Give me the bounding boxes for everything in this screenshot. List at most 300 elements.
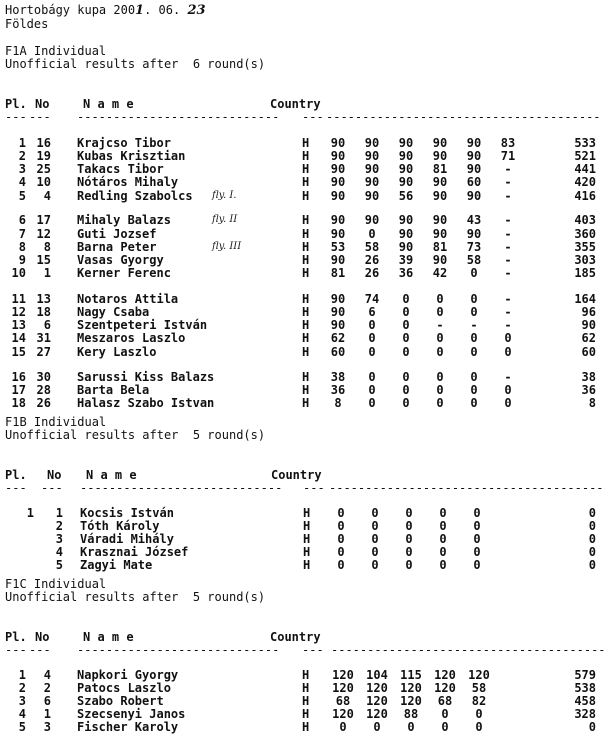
place-value: 2: [18, 681, 26, 695]
place-value: 11: [11, 292, 26, 306]
round-score: 26: [364, 266, 380, 280]
round-score: 120: [332, 707, 354, 721]
round-score: 0: [337, 519, 345, 533]
round-score: 90: [432, 213, 448, 227]
separator-line: --------------------------------------: [329, 481, 604, 495]
competitor-name: Krasznai József: [80, 545, 189, 559]
country-code: H: [302, 175, 310, 189]
round-score: 81: [432, 240, 448, 254]
competitor-number: 19: [36, 149, 51, 163]
competitor-name: Patocs Laszlo: [77, 681, 171, 695]
competitor-name: Szentpeteri István: [77, 318, 208, 332]
round-score: 0: [470, 292, 478, 306]
round-score: -: [436, 318, 444, 332]
round-score: 90: [330, 305, 346, 319]
round-score: 90: [330, 253, 346, 267]
total-score: 0: [588, 545, 596, 559]
round-score: 0: [402, 292, 410, 306]
col-header-name: N a m e: [83, 97, 134, 111]
round-score: 81: [330, 266, 346, 280]
round-score: 0: [402, 331, 410, 345]
total-score: 38: [581, 370, 596, 384]
round-score: 90: [398, 227, 414, 241]
round-score: 90: [466, 189, 482, 203]
round-score: 0: [504, 331, 512, 345]
col-header-name: N a m e: [86, 468, 137, 482]
round-score: -: [470, 318, 478, 332]
round-score: 0: [470, 331, 478, 345]
round-score: 90: [330, 292, 346, 306]
separator-line: ---: [303, 481, 325, 495]
round-score: 120: [366, 694, 388, 708]
separator-line: ---: [29, 110, 51, 124]
round-score: 0: [402, 305, 410, 319]
round-score: 71: [500, 149, 516, 163]
competitor-number: 12: [36, 227, 51, 241]
round-score: 90: [330, 213, 346, 227]
country-code: H: [302, 720, 310, 734]
round-score: 0: [337, 545, 345, 559]
total-score: 458: [574, 694, 596, 708]
round-score: -: [504, 266, 512, 280]
place-value: 4: [18, 175, 26, 189]
round-score: 0: [470, 396, 478, 410]
round-score: 0: [402, 396, 410, 410]
competitor-number: 25: [36, 162, 51, 176]
place-value: 7: [18, 227, 26, 241]
round-score: 56: [398, 189, 414, 203]
total-score: 303: [574, 253, 596, 267]
competitor-number: 1: [55, 506, 63, 520]
round-score: 58: [364, 240, 380, 254]
place-value: 1: [18, 136, 26, 150]
round-score: 0: [371, 545, 379, 559]
competitor-name: Mihaly Balazs: [77, 213, 171, 227]
competitor-number: 1: [43, 707, 51, 721]
round-score: 0: [504, 383, 512, 397]
round-score: 90: [432, 227, 448, 241]
competitor-number: 8: [43, 240, 51, 254]
section-subtitle: Unofficial results after 6 round(s): [5, 57, 266, 71]
round-score: 36: [398, 266, 414, 280]
competitor-number: 13: [36, 292, 51, 306]
place-value: 6: [18, 213, 26, 227]
round-score: 0: [470, 345, 478, 359]
round-score: 90: [330, 136, 346, 150]
round-score: 90: [330, 149, 346, 163]
round-score: 90: [398, 162, 414, 176]
section-title: F1C Individual: [5, 577, 107, 591]
round-score: 0: [436, 345, 444, 359]
round-score: 90: [432, 149, 448, 163]
competitor-name: Váradi Mihály: [80, 532, 174, 546]
country-code: H: [302, 668, 310, 682]
round-score: 0: [368, 331, 376, 345]
total-score: 328: [574, 707, 596, 721]
round-score: -: [504, 213, 512, 227]
total-score: 360: [574, 227, 596, 241]
total-score: 36: [581, 383, 596, 397]
place-value: 16: [11, 370, 26, 384]
competitor-name: Sarussi Kiss Balazs: [77, 370, 215, 384]
separator-line: ---: [5, 110, 27, 124]
competitor-number: 6: [43, 318, 51, 332]
place-value: 13: [11, 318, 26, 332]
round-score: 58: [471, 681, 487, 695]
round-score: 0: [473, 506, 481, 520]
country-code: H: [303, 558, 311, 572]
competitor-name: Szabo Robert: [77, 694, 164, 708]
round-score: 0: [339, 720, 347, 734]
country-code: H: [302, 292, 310, 306]
round-score: 68: [437, 694, 453, 708]
place-value: 1: [18, 668, 26, 682]
round-score: 120: [434, 668, 456, 682]
round-score: 0: [473, 558, 481, 572]
round-score: 120: [400, 694, 422, 708]
round-score: 90: [398, 136, 414, 150]
round-score: 0: [371, 519, 379, 533]
round-score: 90: [398, 240, 414, 254]
round-score: 90: [364, 136, 380, 150]
competitor-number: 30: [36, 370, 51, 384]
competitor-number: 28: [36, 383, 51, 397]
total-score: 90: [581, 318, 596, 332]
round-score: 0: [371, 506, 379, 520]
country-code: H: [302, 707, 310, 721]
round-score: 90: [364, 162, 380, 176]
country-code: H: [302, 240, 310, 254]
round-score: 43: [466, 213, 482, 227]
round-score: 68: [335, 694, 351, 708]
round-score: 120: [366, 707, 388, 721]
separator-line: ---: [5, 481, 27, 495]
country-code: H: [302, 345, 310, 359]
place-value: 9: [18, 253, 26, 267]
country-code: H: [303, 519, 311, 533]
round-score: 90: [330, 318, 346, 332]
competitor-number: 1: [43, 266, 51, 280]
round-score: 90: [466, 136, 482, 150]
competitor-name: Nótáros Mihaly: [77, 175, 179, 189]
round-score: 0: [470, 370, 478, 384]
round-score: 0: [337, 532, 345, 546]
country-code: H: [302, 694, 310, 708]
place-value: 12: [11, 305, 26, 319]
handwritten-day: 23: [187, 3, 206, 18]
round-score: 58: [466, 253, 482, 267]
country-code: H: [302, 396, 310, 410]
competitor-number: 17: [36, 213, 51, 227]
round-score: -: [504, 292, 512, 306]
competitor-number: 15: [36, 253, 51, 267]
round-score: 0: [368, 318, 376, 332]
competitor-name: Nagy Csaba: [77, 305, 150, 319]
section-title: F1B Individual: [5, 415, 107, 429]
col-header-country: Country: [270, 630, 321, 644]
competitor-number: 26: [36, 396, 51, 410]
total-score: 538: [574, 681, 596, 695]
total-score: 0: [588, 506, 596, 520]
round-score: 90: [398, 213, 414, 227]
separator-line: --------------------------------------: [326, 110, 601, 124]
round-score: 0: [405, 558, 413, 572]
competitor-number: 5: [55, 558, 63, 572]
round-score: 0: [368, 370, 376, 384]
round-score: 0: [439, 532, 447, 546]
round-score: 120: [434, 681, 456, 695]
competitor-name: Redling Szabolcs: [77, 189, 193, 203]
round-score: -: [504, 227, 512, 241]
place-name: Földes: [5, 17, 49, 31]
competitor-name: Tóth Károly: [80, 519, 160, 533]
round-score: 90: [432, 189, 448, 203]
competitor-number: 10: [36, 175, 51, 189]
round-score: 0: [371, 532, 379, 546]
competitor-name: Kocsis István: [80, 506, 174, 520]
round-score: 8: [334, 396, 342, 410]
round-score: 82: [471, 694, 487, 708]
handwritten-note: fly. III: [212, 241, 242, 252]
country-code: H: [302, 681, 310, 695]
round-score: 120: [366, 681, 388, 695]
round-score: 0: [402, 345, 410, 359]
round-score: 120: [332, 668, 354, 682]
competitor-name: Meszaros Laszlo: [77, 331, 186, 345]
competitor-number: 4: [43, 668, 51, 682]
competitor-name: Zagyi Mate: [80, 558, 153, 572]
competitor-name: Barna Peter: [77, 240, 157, 254]
round-score: 90: [330, 227, 346, 241]
total-score: 533: [574, 136, 596, 150]
competitor-name: Krajcso Tibor: [77, 136, 171, 150]
place-value: 5: [18, 189, 26, 203]
round-score: -: [504, 189, 512, 203]
competitor-name: Kubas Krisztian: [77, 149, 186, 163]
section-subtitle: Unofficial results after 5 round(s): [5, 428, 266, 442]
country-code: H: [302, 136, 310, 150]
competitor-name: Kery Laszlo: [77, 345, 157, 359]
round-score: 90: [398, 149, 414, 163]
country-code: H: [302, 189, 310, 203]
round-score: 0: [504, 396, 512, 410]
round-score: 0: [473, 545, 481, 559]
place-value: 8: [18, 240, 26, 254]
total-score: 96: [581, 305, 596, 319]
country-code: H: [302, 266, 310, 280]
round-score: 0: [402, 370, 410, 384]
round-score: 83: [500, 136, 516, 150]
round-score: 90: [364, 175, 380, 189]
separator-line: ----------------------------: [77, 110, 280, 124]
round-score: 73: [466, 240, 482, 254]
round-score: 120: [332, 681, 354, 695]
competitor-number: 4: [55, 545, 63, 559]
round-score: 0: [436, 370, 444, 384]
round-score: 0: [439, 545, 447, 559]
round-score: 38: [330, 370, 346, 384]
country-code: H: [302, 305, 310, 319]
competitor-number: 2: [55, 519, 63, 533]
competitor-number: 6: [43, 694, 51, 708]
round-score: 88: [403, 707, 419, 721]
round-score: 0: [436, 292, 444, 306]
country-code: H: [302, 318, 310, 332]
round-score: 90: [466, 162, 482, 176]
competitor-number: 2: [43, 681, 51, 695]
total-score: 62: [581, 331, 596, 345]
round-score: 0: [473, 519, 481, 533]
competitor-name: Guti Jozsef: [77, 227, 157, 241]
round-score: -: [504, 318, 512, 332]
separator-line: ----------------------------: [77, 643, 280, 657]
total-score: 0: [588, 558, 596, 572]
round-score: 90: [364, 189, 380, 203]
round-score: -: [504, 305, 512, 319]
round-score: 0: [337, 506, 345, 520]
separator-line: ---: [302, 110, 324, 124]
round-score: 0: [368, 227, 376, 241]
total-score: 164: [574, 292, 596, 306]
round-score: 0: [436, 396, 444, 410]
competitor-name: Fischer Karoly: [77, 720, 179, 734]
competitor-name: Halasz Szabo Istvan: [77, 396, 215, 410]
competitor-number: 3: [55, 532, 63, 546]
round-score: 90: [432, 136, 448, 150]
country-code: H: [302, 162, 310, 176]
round-score: 0: [470, 383, 478, 397]
competitor-name: Barta Bela: [77, 383, 150, 397]
round-score: 0: [504, 345, 512, 359]
round-score: 0: [470, 266, 478, 280]
competitor-name: Kerner Ferenc: [77, 266, 171, 280]
total-score: 420: [574, 175, 596, 189]
round-score: 0: [439, 506, 447, 520]
separator-line: ---: [5, 643, 27, 657]
place-value: 5: [18, 720, 26, 734]
separator-line: ---: [29, 643, 51, 657]
competitor-number: 18: [36, 305, 51, 319]
competitor-name: Napkori Gyorgy: [77, 668, 179, 682]
col-header-number: No: [47, 468, 62, 482]
place-value: 17: [11, 383, 26, 397]
handwritten-note: fly. I.: [212, 190, 237, 201]
round-score: 0: [337, 558, 345, 572]
country-code: H: [303, 532, 311, 546]
round-score: 42: [432, 266, 448, 280]
col-header-name: N a m e: [83, 630, 134, 644]
place-value: 15: [11, 345, 26, 359]
col-header-place: Pl.: [5, 97, 27, 111]
round-score: 0: [475, 707, 483, 721]
total-score: 441: [574, 162, 596, 176]
total-score: 416: [574, 189, 596, 203]
round-score: 90: [432, 175, 448, 189]
round-score: 62: [330, 331, 346, 345]
round-score: 60: [330, 345, 346, 359]
round-score: 0: [373, 720, 381, 734]
total-score: 521: [574, 149, 596, 163]
round-score: 120: [400, 681, 422, 695]
country-code: H: [302, 149, 310, 163]
separator-line: ---: [302, 643, 324, 657]
round-score: 120: [468, 668, 490, 682]
round-score: 0: [405, 545, 413, 559]
round-score: 90: [398, 175, 414, 189]
round-score: 0: [436, 305, 444, 319]
round-score: -: [504, 253, 512, 267]
round-score: 0: [436, 331, 444, 345]
round-score: 81: [432, 162, 448, 176]
round-score: 36: [330, 383, 346, 397]
col-header-number: No: [35, 97, 50, 111]
col-header-country: Country: [270, 97, 321, 111]
competitor-name: Takacs Tibor: [77, 162, 164, 176]
country-code: H: [302, 370, 310, 384]
place-value: 4: [18, 707, 26, 721]
competitor-name: Vasas Gyorgy: [77, 253, 164, 267]
round-score: 0: [405, 532, 413, 546]
total-score: 0: [588, 720, 596, 734]
round-score: 90: [330, 175, 346, 189]
col-header-place: Pl.: [5, 630, 27, 644]
total-score: 579: [574, 668, 596, 682]
total-score: 355: [574, 240, 596, 254]
round-score: 90: [466, 149, 482, 163]
round-score: 0: [402, 383, 410, 397]
round-score: 26: [364, 253, 380, 267]
country-code: H: [303, 506, 311, 520]
competitor-name: Szecsenyi Janos: [77, 707, 186, 721]
round-score: 0: [368, 396, 376, 410]
round-score: 0: [371, 558, 379, 572]
section-subtitle: Unofficial results after 5 round(s): [5, 590, 266, 604]
round-score: 39: [398, 253, 414, 267]
competitor-number: 4: [43, 189, 51, 203]
round-score: 0: [436, 383, 444, 397]
place-value: 2: [18, 149, 26, 163]
competitor-number: 16: [36, 136, 51, 150]
round-score: 90: [432, 253, 448, 267]
country-code: H: [302, 253, 310, 267]
place-value: 1: [26, 506, 34, 520]
round-score: 0: [473, 532, 481, 546]
country-code: H: [302, 383, 310, 397]
place-value: 3: [18, 162, 26, 176]
round-score: -: [504, 175, 512, 189]
round-score: 0: [405, 519, 413, 533]
total-score: 185: [574, 266, 596, 280]
round-score: 0: [439, 558, 447, 572]
competitor-number: 27: [36, 345, 51, 359]
round-score: 6: [368, 305, 376, 319]
round-score: 90: [330, 162, 346, 176]
country-code: H: [302, 213, 310, 227]
round-score: 74: [364, 292, 380, 306]
round-score: 53: [330, 240, 346, 254]
round-score: 60: [466, 175, 482, 189]
total-score: 403: [574, 213, 596, 227]
place-value: 3: [18, 694, 26, 708]
round-score: 0: [368, 383, 376, 397]
round-score: 0: [368, 345, 376, 359]
separator-line: ----------------------------: [80, 481, 283, 495]
competitor-name: Notaros Attila: [77, 292, 179, 306]
round-score: 90: [364, 149, 380, 163]
section-title: F1A Individual: [5, 44, 107, 58]
competitor-number: 3: [43, 720, 51, 734]
country-code: H: [302, 331, 310, 345]
